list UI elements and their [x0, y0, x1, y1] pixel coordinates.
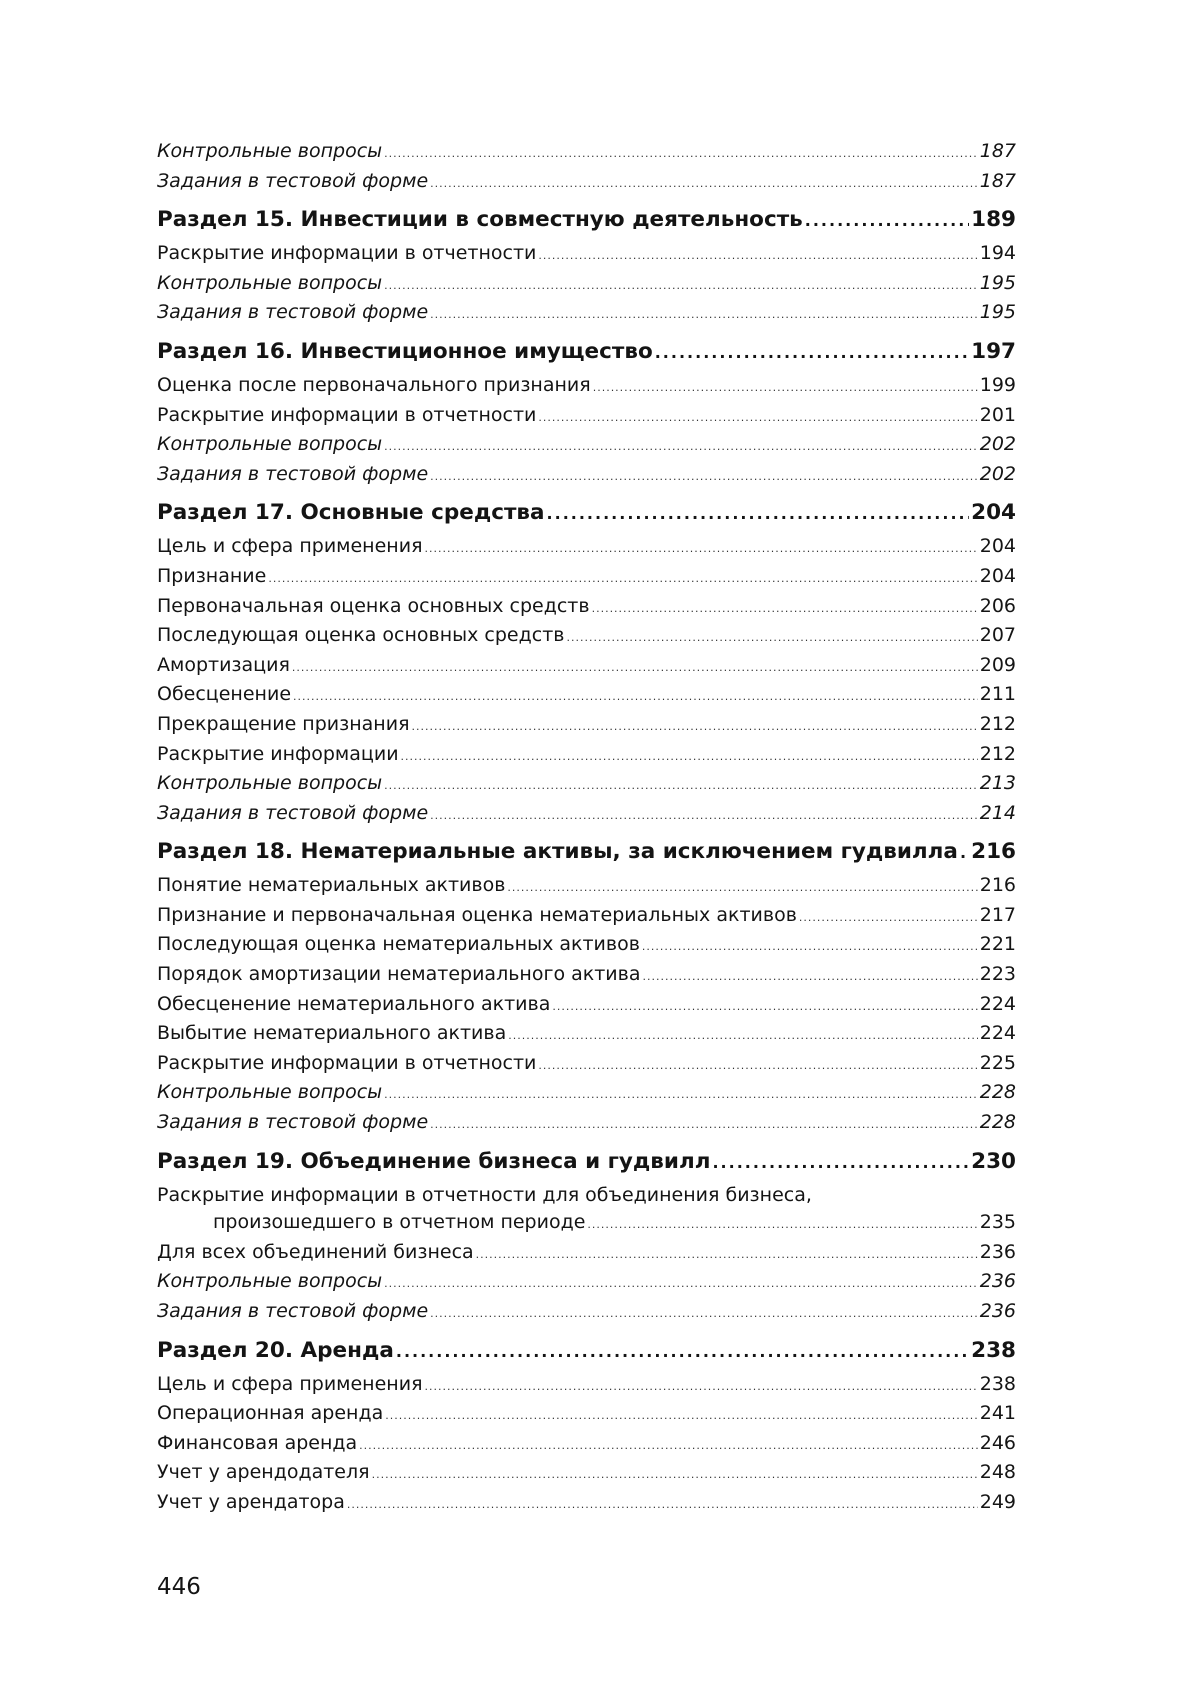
- toc-entry-page: 204: [979, 564, 1016, 587]
- toc-entry: [157, 1239, 1016, 1269]
- toc-entry-page: 204: [971, 500, 1016, 526]
- toc-entry-title: Задания в тестовой форме: [157, 462, 429, 485]
- toc-entry-title: Понятие нематериальных активов: [157, 874, 506, 897]
- toc-dot-leader: [508, 1020, 978, 1050]
- toc-dot-leader: [293, 681, 978, 711]
- toc-entry-page: 194: [979, 242, 1016, 265]
- toc-entry-title: произошедшего в отчетном периоде: [213, 1211, 586, 1234]
- toc-dot-leader: [430, 168, 978, 198]
- toc-entry-page: 195: [979, 301, 1016, 324]
- toc-entry-page: 230: [971, 1148, 1016, 1174]
- toc-entry-page: 217: [979, 903, 1016, 926]
- toc-entry-page: 236: [979, 1270, 1016, 1293]
- toc-entry-page: 236: [979, 1300, 1016, 1322]
- toc-dot-leader: [384, 770, 978, 800]
- toc-entry: [157, 931, 1016, 961]
- toc-entry: [157, 741, 1016, 771]
- toc-section-heading: [157, 838, 1016, 867]
- toc-entry-page: 241: [979, 1402, 1016, 1425]
- toc-entry-page: 187: [979, 169, 1016, 192]
- toc-entry-title: Раздел 18. Нематериальные активы, за исключением гудвилла: [157, 839, 958, 865]
- toc-dot-leader: [642, 931, 978, 961]
- toc-dot-leader: [359, 1430, 978, 1460]
- toc-dot-leader: [430, 299, 978, 329]
- toc-entry-page: 236: [979, 1240, 1016, 1263]
- toc-entry-title: Раздел 20. Аренда: [157, 1337, 394, 1363]
- toc-entry: [157, 299, 1016, 329]
- toc-entry-page: 223: [979, 963, 1016, 986]
- toc-entry-page: 199: [979, 373, 1016, 396]
- toc-section-heading: [157, 206, 1016, 235]
- toc-entry-title: Раскрытие информации в отчетности: [157, 242, 537, 265]
- toc-entry-title: Контрольные вопросы: [157, 772, 383, 795]
- toc-entry-page: 197: [971, 338, 1016, 364]
- toc-dot-leader: [384, 138, 978, 168]
- toc-entry: [157, 1050, 1016, 1080]
- toc-entry-page: 246: [979, 1431, 1016, 1454]
- toc-entry: [157, 711, 1016, 741]
- toc-entry-title: Контрольные вопросы: [157, 433, 383, 456]
- toc-section-heading: [157, 499, 1016, 528]
- toc-entry-page: 248: [979, 1461, 1016, 1484]
- toc-dot-leader: [401, 741, 978, 771]
- toc-dot-leader: [799, 902, 978, 932]
- toc-section-heading: [157, 1337, 1016, 1366]
- toc-entry-title: Оценка после первоначального признания: [157, 373, 591, 396]
- toc-entry: [157, 1430, 1016, 1460]
- toc-dot-leader: [538, 240, 977, 270]
- toc-dot-leader: [372, 1459, 978, 1489]
- toc-entry-title: Обесценение нематериального актива: [157, 992, 551, 1015]
- toc-entry-title: Задания в тестовой форме: [157, 301, 429, 324]
- toc-dot-leader: [396, 1337, 969, 1366]
- toc-dot-leader: [960, 838, 969, 867]
- toc-entry-page: 228: [979, 1081, 1016, 1104]
- toc-dot-leader: [566, 622, 977, 652]
- toc-entry: [157, 372, 1016, 402]
- toc-entry: [157, 1400, 1016, 1430]
- toc-section-heading: [157, 338, 1016, 367]
- toc-entry-page: 224: [979, 1022, 1016, 1045]
- toc-entry-title: Учет у арендодателя: [157, 1461, 370, 1484]
- toc-entry-page: 202: [979, 433, 1016, 456]
- toc-entry-title: Последующая оценка нематериальных активов: [157, 933, 640, 956]
- toc-entry: [157, 681, 1016, 711]
- toc-dot-leader: [384, 270, 978, 300]
- toc-entry: [157, 1459, 1016, 1489]
- toc-entry-title: Последующая оценка основных средств: [157, 624, 565, 647]
- toc-entry-page: 214: [979, 801, 1016, 824]
- toc-dot-leader: [552, 991, 977, 1021]
- toc-entry-page: 228: [979, 1111, 1016, 1134]
- toc-entry-page: 249: [979, 1490, 1016, 1513]
- toc-entry-title: Признание и первоначальная оценка нематериальных активов: [157, 903, 797, 926]
- toc-entry-title: Амортизация: [157, 653, 290, 676]
- toc-dot-leader: [430, 1109, 978, 1139]
- toc-dot-leader: [292, 652, 978, 682]
- toc-entry-title: Задания в тестовой форме: [157, 1111, 429, 1134]
- toc-entry-title: Прекращение признания: [157, 712, 410, 735]
- toc-dot-leader: [712, 1148, 969, 1177]
- toc-entry: [157, 1489, 1016, 1519]
- toc-dot-leader: [425, 1371, 978, 1401]
- toc-entry: [157, 138, 1016, 168]
- toc-dot-leader: [430, 800, 978, 830]
- toc-entry-title: Контрольные вопросы: [157, 1270, 383, 1293]
- toc-section-heading: [157, 1148, 1016, 1177]
- toc-dot-leader: [347, 1489, 978, 1519]
- toc-entry-page: 212: [979, 712, 1016, 735]
- toc-entry-page: 211: [979, 683, 1016, 706]
- toc-entry-title: Раскрытие информации: [157, 742, 399, 765]
- toc-entry-page: 201: [979, 403, 1016, 426]
- toc-entry-title: Контрольные вопросы: [157, 271, 383, 294]
- toc-dot-leader: [384, 1079, 978, 1109]
- page-number: 446: [157, 1574, 201, 1600]
- toc-entry-page: 209: [979, 653, 1016, 676]
- toc-dot-leader: [412, 711, 978, 741]
- toc-entry-title: Контрольные вопросы: [157, 1081, 383, 1104]
- toc-entry-title: Раскрытие информации в отчетности: [157, 1051, 537, 1074]
- toc-entry-title: Задания в тестовой форме: [157, 169, 429, 192]
- toc-entry-page: 189: [971, 207, 1016, 233]
- toc-dot-leader: [538, 402, 977, 432]
- toc-entry: [157, 1109, 1016, 1139]
- toc-dot-leader: [430, 461, 978, 491]
- toc-entry-title: Цель и сфера применения: [157, 535, 423, 558]
- toc-entry-title: Признание: [157, 564, 267, 587]
- toc-entry-page: 238: [971, 1337, 1016, 1363]
- toc-dot-leader: [430, 1298, 978, 1328]
- toc-entry: [157, 1371, 1016, 1401]
- toc-entry-page: 204: [979, 535, 1016, 558]
- toc-entry-page: 225: [979, 1051, 1016, 1074]
- toc-dot-leader: [384, 1268, 978, 1298]
- toc-entry-title: Раздел 16. Инвестиционное имущество: [157, 338, 653, 364]
- toc-entry-title: Операционная аренда: [157, 1402, 384, 1425]
- toc-entry: [157, 1209, 1016, 1239]
- toc-entry: [157, 1079, 1016, 1109]
- toc-entry-title: Порядок амортизации нематериального актива: [157, 963, 641, 986]
- toc-entry-page: 216: [979, 874, 1016, 897]
- toc-entry: [157, 1020, 1016, 1050]
- toc-entry-title: Выбытие нематериального актива: [157, 1022, 507, 1045]
- toc-entry-title: Учет у арендатора: [157, 1490, 345, 1513]
- toc-entry-title: Раздел 19. Объединение бизнеса и гудвилл: [157, 1148, 711, 1174]
- toc-entry-title: Обесценение: [157, 683, 292, 706]
- toc-dot-leader: [587, 1209, 977, 1239]
- toc-entry: [157, 902, 1016, 932]
- toc-entry-page: 206: [979, 594, 1016, 617]
- toc-dot-leader: [507, 872, 977, 902]
- toc-entry: [157, 431, 1016, 461]
- toc-entry: [157, 1298, 1016, 1328]
- toc-entry-page: 221: [979, 933, 1016, 956]
- toc-entry-page: 235: [979, 1211, 1016, 1234]
- toc-entry-title: Цель и сфера применения: [157, 1372, 423, 1395]
- toc-entry-page: 187: [979, 140, 1016, 162]
- toc-dot-leader: [425, 533, 978, 563]
- toc-entry-title: Раздел 17. Основные средства: [157, 500, 545, 526]
- toc-entry-title: Раскрытие информации в отчетности: [157, 403, 537, 426]
- toc-entry-title: Раскрытие информации в отчетности для объединения бизнеса,: [157, 1183, 812, 1206]
- toc-entry: [157, 402, 1016, 432]
- toc-entry-title: Для всех объединений бизнеса: [157, 1240, 474, 1263]
- toc-dot-leader: [593, 372, 978, 402]
- toc-entry: [157, 872, 1016, 902]
- toc-entry-title: Задания в тестовой форме: [157, 801, 429, 824]
- toc-entry: [157, 800, 1016, 830]
- toc-entry: [157, 622, 1016, 652]
- toc-entry: [157, 770, 1016, 800]
- toc-dot-leader: [538, 1050, 977, 1080]
- toc-entry-page: 213: [979, 772, 1016, 795]
- toc-entry: [157, 593, 1016, 623]
- toc-entry: [157, 652, 1016, 682]
- toc-entry: [157, 563, 1016, 593]
- toc-entry: [157, 1182, 1016, 1210]
- toc-entry: [157, 991, 1016, 1021]
- toc-entry-page: 216: [971, 839, 1016, 865]
- toc-entry: [157, 461, 1016, 491]
- toc-dot-leader: [592, 593, 978, 623]
- toc-entry-title: Раздел 15. Инвестиции в совместную деятельность: [157, 207, 803, 233]
- toc-entry: [157, 270, 1016, 300]
- toc-dot-leader: [385, 1400, 978, 1430]
- toc-dot-leader: [655, 338, 969, 367]
- table-of-contents: [157, 138, 1016, 1519]
- toc-entry-page: 207: [979, 624, 1016, 647]
- toc-entry: [157, 1268, 1016, 1298]
- toc-entry-page: 238: [979, 1372, 1016, 1395]
- toc-entry-page: 212: [979, 742, 1016, 765]
- toc-entry-title: Первоначальная оценка основных средств: [157, 594, 590, 617]
- toc-dot-leader: [547, 499, 970, 528]
- toc-dot-leader: [384, 431, 978, 461]
- toc-entry-page: 195: [979, 271, 1016, 294]
- toc-entry-title: Задания в тестовой форме: [157, 1300, 429, 1322]
- toc-dot-leader: [476, 1239, 978, 1269]
- toc-dot-leader: [805, 206, 969, 235]
- toc-dot-leader: [642, 961, 977, 991]
- toc-entry-title: Контрольные вопросы: [157, 140, 383, 162]
- toc-entry: [157, 961, 1016, 991]
- toc-dot-leader: [268, 563, 977, 593]
- toc-entry-title: Финансовая аренда: [157, 1431, 358, 1454]
- toc-entry-page: 224: [979, 992, 1016, 1015]
- toc-entry: [157, 240, 1016, 270]
- toc-entry: [157, 168, 1016, 198]
- toc-entry: [157, 533, 1016, 563]
- toc-entry-page: 202: [979, 462, 1016, 485]
